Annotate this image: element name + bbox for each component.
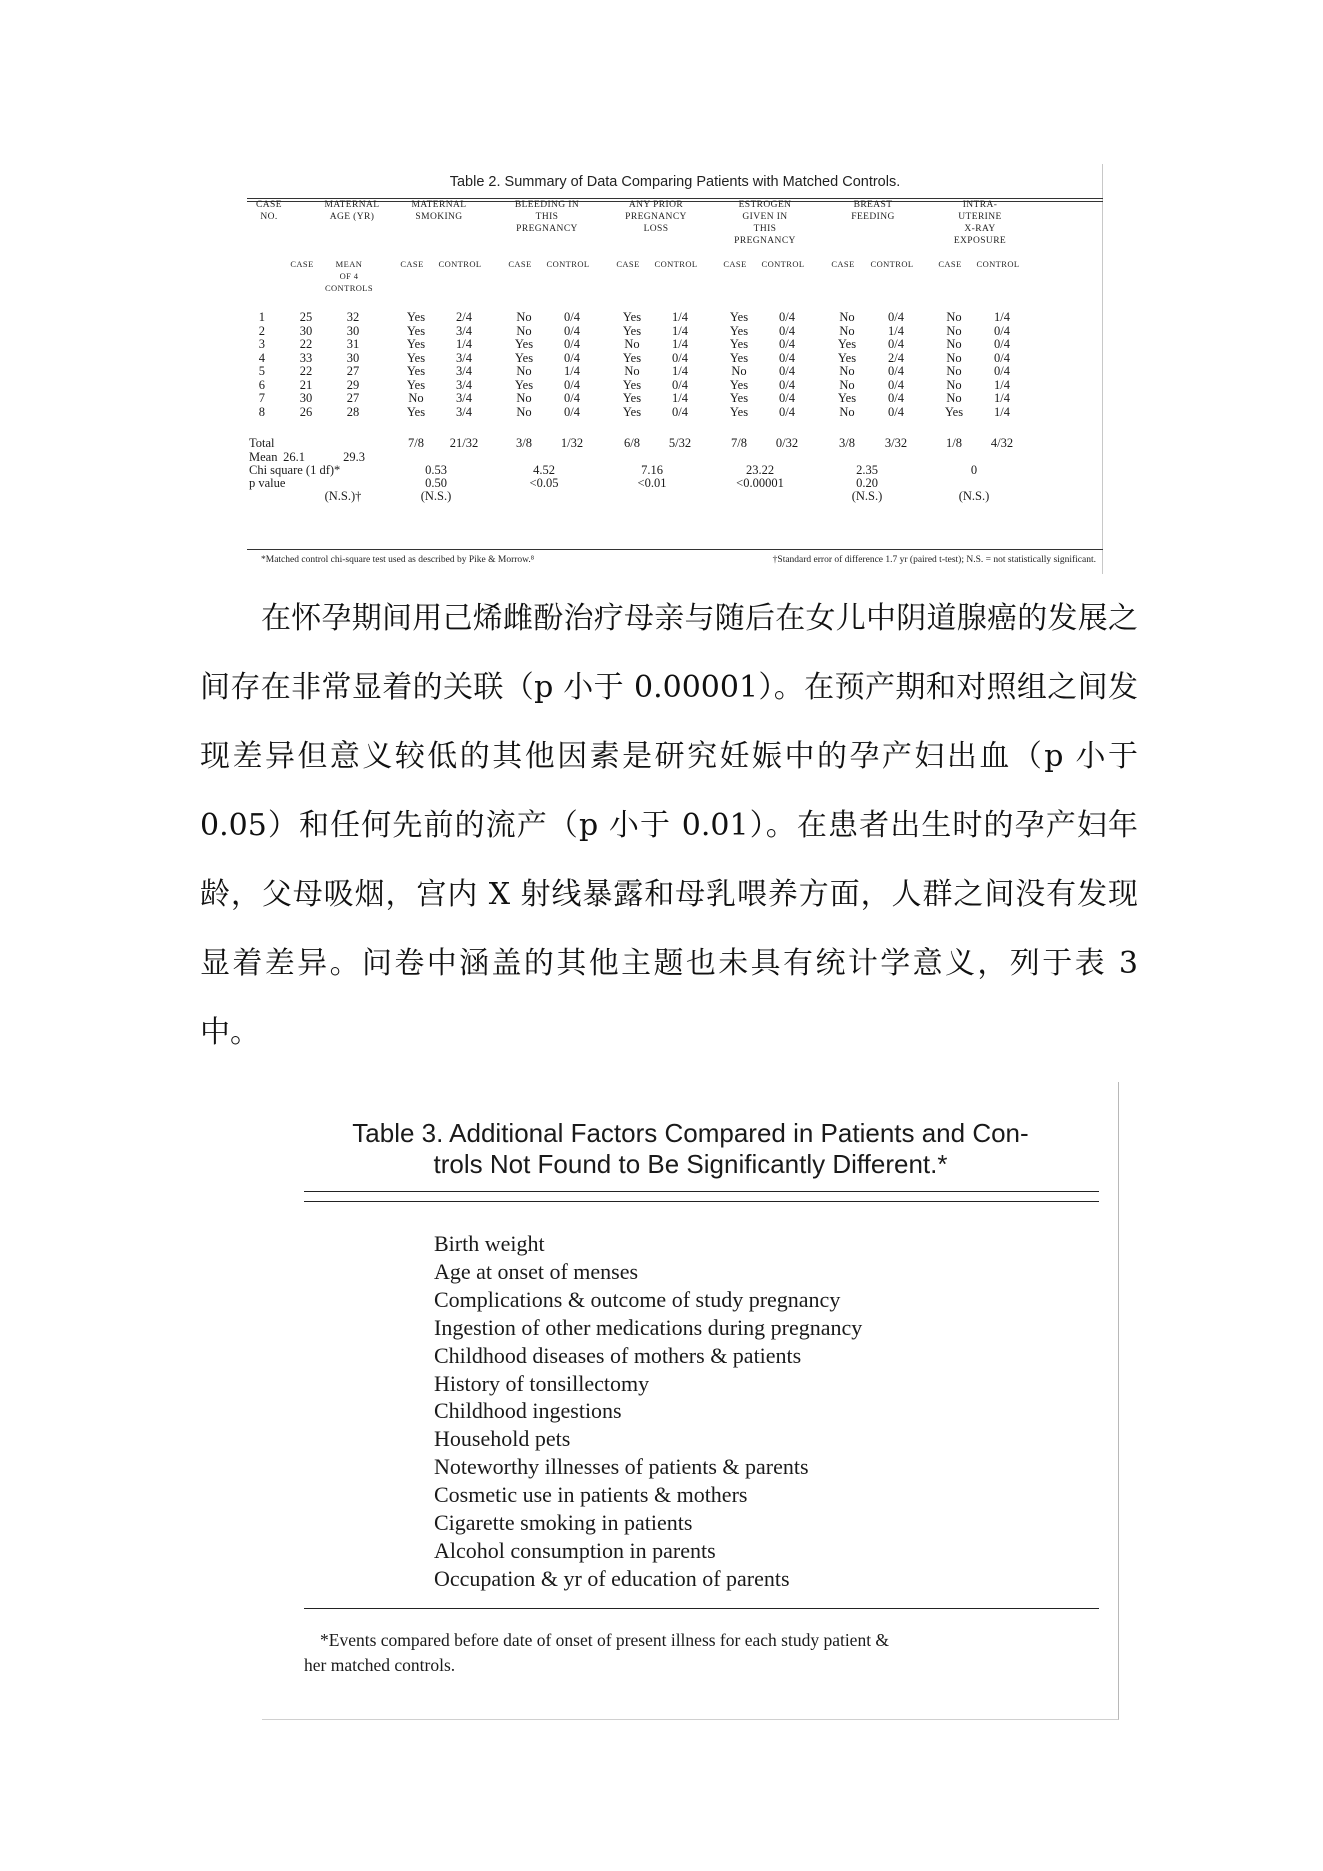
- column-subheader: CONTROL: [761, 259, 805, 269]
- case-number: 8: [258, 404, 265, 419]
- table-cell: Yes: [622, 323, 642, 338]
- table-cell: No: [624, 364, 640, 378]
- column-subheader: CASE: [938, 259, 962, 269]
- chi-square-value: 4.52: [533, 463, 555, 477]
- table-3-footnote: [304, 1628, 1104, 1678]
- table-cell: Yes: [729, 377, 749, 392]
- table-cell: No: [946, 364, 962, 378]
- column-group-header: CASE NO.: [256, 200, 282, 222]
- table-cell: 0/4: [564, 323, 580, 338]
- table-cell: 0/4: [888, 364, 904, 378]
- table-cell: No: [946, 337, 962, 351]
- total-cell: 3/8: [839, 436, 855, 450]
- table-cell: No: [946, 310, 962, 324]
- column-subheader: CASE: [616, 259, 640, 269]
- not-significant-note: (N.S.): [420, 489, 452, 503]
- table-cell: No: [624, 337, 640, 351]
- factor-item: Noteworthy illnesses of patients & parents: [434, 1454, 809, 1480]
- case-number: 4: [258, 350, 265, 365]
- table-cell: 30: [299, 391, 313, 405]
- factor-item: Ingestion of other medications during pregnancy: [434, 1314, 863, 1340]
- table-cell: 1/4: [672, 364, 688, 378]
- table-cell: 32: [346, 310, 360, 324]
- table-cell: No: [839, 310, 855, 324]
- factor-item: Cigarette smoking in patients: [434, 1510, 693, 1536]
- case-number: 7: [258, 391, 265, 405]
- column-subheader: CASE: [290, 259, 314, 269]
- column-subheader: CASE: [831, 259, 855, 269]
- table-cell: Yes: [622, 377, 642, 392]
- table-cell: 0/4: [672, 404, 688, 419]
- table-cell: 3/4: [456, 364, 472, 378]
- table-cell: 0/4: [779, 323, 795, 338]
- table-2-footnote-left: *Matched control chi-square test used as described by Pike & Morrow.⁸: [261, 555, 535, 565]
- table-cell: 1/4: [994, 377, 1010, 392]
- table-cell: 0/4: [564, 404, 580, 419]
- table-cell: Yes: [729, 323, 749, 338]
- p-value-value: <0.01: [637, 476, 667, 490]
- table-cell: Yes: [837, 337, 857, 351]
- table-2-caption: Table 2. Summary of Data Comparing Patients with Matched Controls.: [449, 174, 901, 190]
- factor-item: Alcohol consumption in parents: [434, 1537, 716, 1563]
- table-cell: 27: [346, 391, 360, 405]
- factor-item: Childhood ingestions: [434, 1398, 622, 1424]
- table-cell: 29: [346, 377, 360, 392]
- table-cell: 0/4: [779, 364, 795, 378]
- table-cell: 0/4: [888, 404, 904, 419]
- table-cell: 3/4: [456, 391, 472, 405]
- table-cell: No: [946, 377, 962, 392]
- table-cell: Yes: [837, 350, 857, 365]
- table-cell: 27: [346, 364, 360, 378]
- total-cell: 7/8: [408, 436, 424, 450]
- column-subheader: CONTROL: [546, 259, 590, 269]
- total-cell: 3/32: [884, 436, 908, 450]
- table-cell: 1/4: [672, 310, 688, 324]
- table-cell: 1/4: [994, 310, 1010, 324]
- column-subheader: CONTROL: [976, 259, 1020, 269]
- table-cell: Yes: [406, 310, 426, 324]
- column-group-header: BLEEDING IN THIS PREGNANCY: [514, 200, 580, 234]
- factor-item: Age at onset of menses: [434, 1258, 639, 1284]
- table-cell: 2/4: [456, 310, 472, 324]
- chi-square-label: Chi square (1 df)*: [249, 463, 341, 477]
- table-cell: 1/4: [994, 391, 1010, 405]
- table-2-bottom-rule: [247, 549, 1103, 550]
- table-cell: No: [516, 310, 532, 324]
- case-number: 5: [258, 364, 265, 378]
- table-cell: Yes: [406, 404, 426, 419]
- table-cell: 1/4: [888, 323, 904, 338]
- table-3-bottom-rule: [304, 1608, 1099, 1609]
- table-cell: 21: [299, 377, 313, 392]
- table-3-scan: [262, 1082, 1119, 1720]
- factor-list: [434, 1230, 862, 1593]
- total-cell: 3/8: [516, 436, 532, 450]
- table-cell: 2/4: [888, 350, 904, 365]
- body-paragraph: 在怀孕期间用己烯雌酚治疗母亲与随后在女儿中阴道腺癌的发展之间存在非常显着的关联（p 小于 0.00001）。在预产期和对照组之间发现差异但意义较低的其他因素是研究妊娠中的孕产妇出血（p 小于 0.05）和任何先前的流产（p 小于 0.01）。在患者出生时的孕产妇年龄，父母吸烟，宫内 X 射线暴露和母乳喂养方面，人群之间没有发现显着差异。问卷中涵盖的其他主题也未具有统计学意义，列于表 3 中。: [200, 601, 1138, 1050]
- table-cell: No: [839, 323, 855, 338]
- table-cell: 0/4: [779, 404, 795, 419]
- table-cell: No: [839, 377, 855, 392]
- chi-square-value: 2.35: [856, 463, 878, 477]
- column-group-header: ESTROGEN GIVEN IN THIS PREGNANCY: [734, 200, 796, 246]
- table-cell: 3/4: [456, 350, 472, 365]
- table-2-footnote-right: †Standard error of difference 1.7 yr (paired t-test); N.S. = not statistically significant.: [772, 555, 1096, 565]
- table-cell: Yes: [729, 391, 749, 405]
- case-number: 2: [258, 323, 265, 338]
- table-cell: No: [839, 364, 855, 378]
- case-number: 6: [258, 377, 265, 392]
- table-cell: Yes: [729, 310, 749, 324]
- table-cell: 30: [346, 350, 360, 365]
- table-cell: Yes: [729, 337, 749, 351]
- table-cell: 3/4: [456, 323, 472, 338]
- not-significant-note: (N.S.): [958, 489, 990, 503]
- table-cell: Yes: [837, 391, 857, 405]
- column-subheader: CONTROL: [438, 259, 482, 269]
- table-3-top-rule: [304, 1191, 1099, 1192]
- table-cell: No: [516, 404, 532, 419]
- table-3-title: Table 3. Additional Factors Compared in Patients and Con- trols Not Found to Be Significantly Different.*: [352, 1118, 1029, 1179]
- mean-label: Mean: [249, 450, 278, 464]
- table-cell: 0/4: [564, 337, 580, 351]
- table-cell: Yes: [729, 350, 749, 365]
- table-cell: Yes: [622, 404, 642, 419]
- table-cell: 0/4: [672, 350, 688, 365]
- factor-item: Childhood diseases of mothers & patients: [434, 1342, 802, 1368]
- table-cell: 0/4: [994, 323, 1010, 338]
- chi-square-value: 0.53: [425, 463, 447, 477]
- table-cell: 0/4: [564, 391, 580, 405]
- table-cell: 0/4: [994, 364, 1010, 378]
- table-cell: Yes: [622, 391, 642, 405]
- table-cell: 0/4: [994, 350, 1010, 365]
- table-cell: 0/4: [779, 310, 795, 324]
- p-value-value: <0.05: [529, 476, 559, 490]
- total-cell: 1/32: [560, 436, 584, 450]
- table-cell: 1/4: [672, 323, 688, 338]
- factor-item: Complications & outcome of study pregnancy: [434, 1286, 841, 1312]
- column-subheader: CONTROL: [654, 259, 698, 269]
- table-cell: 0/4: [888, 310, 904, 324]
- table-cell: 22: [299, 364, 313, 378]
- column-subheader: CONTROL: [870, 259, 914, 269]
- table-cell: 1/4: [456, 337, 472, 351]
- table-cell: 0/4: [888, 377, 904, 392]
- p-value-value: 0.20: [856, 476, 878, 490]
- table-cell: Yes: [406, 364, 426, 378]
- case-number: 1: [258, 310, 265, 324]
- table-cell: Yes: [406, 337, 426, 351]
- table-cell: 30: [346, 323, 360, 338]
- mean-cell: 26.1: [283, 450, 305, 464]
- table-cell: 0/4: [779, 391, 795, 405]
- total-cell: 1/8: [946, 436, 962, 450]
- table-cell: Yes: [406, 323, 426, 338]
- column-group-header: MATERNAL AGE (YR): [324, 200, 380, 222]
- table-cell: Yes: [622, 350, 642, 365]
- column-group-header: ANY PRIOR PREGNANCY LOSS: [625, 200, 687, 234]
- total-cell: 4/32: [990, 436, 1014, 450]
- table-cell: No: [731, 364, 747, 378]
- table-cell: Yes: [622, 310, 642, 324]
- column-group-header: BREAST FEEDING: [851, 200, 895, 222]
- table-cell: 0/4: [994, 337, 1010, 351]
- mean-cell: 29.3: [343, 450, 365, 464]
- table-3-footnote-line-2: her matched controls.: [304, 1655, 456, 1675]
- table-cell: No: [516, 391, 532, 405]
- table-cell: 1/4: [564, 364, 580, 378]
- total-cell: 0/32: [775, 436, 799, 450]
- table-cell: 0/4: [564, 350, 580, 365]
- not-significant-note: (N.S.)†: [324, 489, 362, 503]
- table-cell: 25: [299, 310, 313, 324]
- table-cell: 0/4: [779, 337, 795, 351]
- table-cell: 1/4: [672, 337, 688, 351]
- column-subheader: MEAN OF 4 CONTROLS: [324, 259, 374, 293]
- table-cell: Yes: [514, 350, 534, 365]
- total-cell: 7/8: [731, 436, 747, 450]
- table-cell: 22: [299, 337, 313, 351]
- table-cell: 3/4: [456, 404, 472, 419]
- column-subheader: CASE: [400, 259, 424, 269]
- table-cell: 0/4: [779, 377, 795, 392]
- factor-item: Cosmetic use in patients & mothers: [434, 1482, 748, 1508]
- table-cell: 1/4: [672, 391, 688, 405]
- factor-item: History of tonsillectomy: [434, 1370, 650, 1396]
- total-cell: 21/32: [449, 436, 479, 450]
- column-subheader: CASE: [723, 259, 747, 269]
- factor-item: Birth weight: [434, 1231, 545, 1256]
- table-cell: 0/4: [888, 391, 904, 405]
- table-3-top-rule-2: [304, 1201, 1099, 1202]
- table-cell: Yes: [406, 350, 426, 365]
- table-cell: No: [516, 364, 532, 378]
- total-cell: 5/32: [668, 436, 692, 450]
- table-cell: Yes: [406, 377, 426, 392]
- table-cell: Yes: [514, 337, 534, 351]
- table-cell: No: [946, 323, 962, 338]
- table-cell: No: [408, 391, 424, 405]
- chi-square-value: 0: [970, 463, 978, 477]
- table-cell: 31: [346, 337, 360, 351]
- table-cell: No: [946, 391, 962, 405]
- table-cell: 28: [346, 404, 360, 419]
- table-cell: 30: [299, 323, 313, 338]
- table-2-scan: [247, 164, 1103, 574]
- table-cell: 1/4: [994, 404, 1010, 419]
- total-label: Total: [249, 436, 275, 450]
- table-cell: 33: [299, 350, 313, 365]
- table-cell: Yes: [944, 404, 964, 419]
- table-cell: No: [516, 323, 532, 338]
- table-cell: Yes: [514, 377, 534, 392]
- column-group-header: INTRA- UTERINE X-RAY EXPOSURE: [953, 200, 1007, 246]
- table-cell: No: [946, 350, 962, 365]
- p-value-value: 0.50: [425, 476, 447, 490]
- factor-item: Occupation & yr of education of parents: [434, 1565, 790, 1591]
- not-significant-note: (N.S.): [851, 489, 883, 503]
- table-cell: No: [839, 404, 855, 419]
- chi-square-value: 23.22: [745, 463, 775, 477]
- factor-item: Household pets: [434, 1426, 571, 1452]
- table-cell: 0/4: [672, 377, 688, 392]
- table-cell: 0/4: [564, 310, 580, 324]
- case-number: 3: [258, 337, 265, 351]
- p-value-value: <0.00001: [736, 476, 784, 490]
- table-cell: 26: [299, 404, 313, 419]
- table-cell: 3/4: [456, 377, 472, 392]
- table-cell: 0/4: [779, 350, 795, 365]
- column-group-header: MATERNAL SMOKING: [411, 200, 467, 222]
- total-cell: 6/8: [624, 436, 640, 450]
- column-subheader: CASE: [508, 259, 532, 269]
- chi-square-value: 7.16: [641, 463, 663, 477]
- table-cell: 0/4: [564, 377, 580, 392]
- table-cell: 0/4: [888, 337, 904, 351]
- table-3-footnote-line-1: *Events compared before date of onset of present illness for each study patient &: [320, 1630, 890, 1650]
- p-value-label: p value: [249, 476, 286, 490]
- table-cell: Yes: [729, 404, 749, 419]
